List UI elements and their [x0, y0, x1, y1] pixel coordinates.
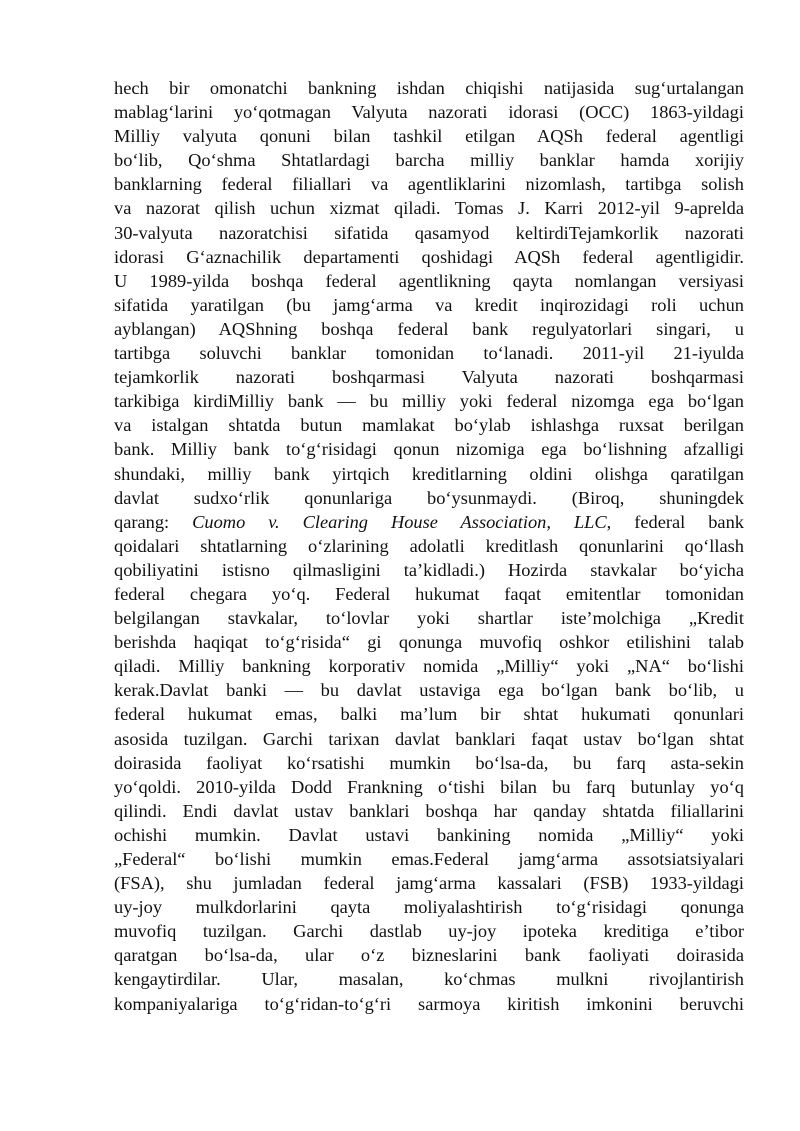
text-line: idorasi G‘aznachilik departamenti qoshidagi AQSh federal agentligidir. [114, 246, 744, 267]
text-line: va nazorat qilish uchun xizmat qiladi. Tomas J. Karri 2012-yil 9-aprelda [114, 198, 744, 219]
text-line: Milliy valyuta qonuni bilan tashkil etilgan AQSh federal agentligi [114, 126, 744, 147]
text-line: bank. Milliy bank to‘g‘risidagi qonun nizomiga ega bo‘lishning afzalligi [114, 439, 744, 460]
text-fragment: , federal bank [606, 511, 744, 532]
text-line: belgilangan stavkalar, to‘lovlar yoki shartlar iste’molchiga „Kredit [114, 608, 744, 629]
text-line: kerak.Davlat banki — bu davlat ustaviga ega bo‘lgan bank bo‘lib, u [114, 680, 744, 701]
text-line: sifatida yaratilgan (bu jamg‘arma va kredit inqirozidagi roli uchun [114, 294, 744, 315]
text-line: U 1989-yilda boshqa federal agentlikning qayta nomlangan versiyasi [114, 270, 744, 291]
text-line: kengaytirdilar. Ular, masalan, ko‘chmas mulkni rivojlantirish [114, 969, 744, 990]
text-line: federal hukumat emas, balki ma’lum bir shtat hukumati qonunlari [114, 704, 744, 725]
text-line: muvofiq tuzilgan. Garchi dastlab uy-joy ipoteka kreditiga e’tibor [114, 921, 744, 942]
text-line: qoidalari shtatlarning o‘zlarining adolatli kreditlash qonunlarini qo‘llash [114, 535, 744, 556]
text-line: hech bir omonatchi bankning ishdan chiqishi natijasida sug‘urtalangan [114, 78, 744, 98]
text-line: banklarning federal filiallari va agentliklarini nizomlash, tartibga solish [114, 174, 744, 195]
text-line: tejamkorlik nazorati boshqarmasi Valyuta nazorati boshqarmasi [114, 367, 744, 388]
text-line: uy-joy mulkdorlarini qayta moliyalashtirish to‘g‘risidagi qonunga [114, 897, 744, 918]
text-line: davlat sudxo‘rlik qonunlariga bo‘ysunmaydi. (Biroq, shuningdek [114, 487, 744, 508]
text-line: mablag‘larini yo‘qotmagan Valyuta nazorati idorasi (OCC) 1863-yildagi [114, 102, 744, 123]
text-line: tartibga soluvchi banklar tomonidan to‘lanadi. 2011-yil 21-iyulda [114, 343, 744, 364]
text-fragment: qarang: [114, 511, 193, 532]
text-line: kompaniyalariga to‘g‘ridan-to‘g‘ri sarmoya kiritish imkonini beruvchi [114, 993, 744, 1014]
text-line: shundaki, milliy bank yirtqich kreditlarning oldini olishga qaratilgan [114, 463, 744, 484]
text-line: qobiliyatini istisno qilmasligini ta’kidladi.) Hozirda stavkalar bo‘yicha [114, 559, 744, 580]
text-line: bo‘lib, Qo‘shma Shtatlardagi barcha milliy banklar hamda xorijiy [114, 150, 744, 171]
text-line: doirasida faoliyat ko‘rsatishi mumkin bo‘lsa-da, bu farq asta-sekin [114, 752, 744, 773]
text-line: ochishi mumkin. Davlat ustavi bankining nomida „Milliy“ yoki [114, 824, 744, 845]
document-body [114, 76, 744, 1016]
text-line-with-citation [114, 510, 744, 534]
text-line: yo‘qoldi. 2010-yilda Dodd Frankning o‘tishi bilan bu farq butunlay yo‘q [114, 776, 744, 797]
text-line: ayblangan) AQShning boshqa federal bank regulyatorlari singari, u [114, 318, 744, 339]
text-line: qaratgan bo‘lsa-da, ular o‘z bizneslarini bank faoliyati doirasida [114, 945, 744, 966]
text-line: va istalgan shtatda butun mamlakat bo‘ylab ishlashga ruxsat berilgan [114, 415, 744, 436]
text-line: tarkibiga kirdiMilliy bank — bu milliy yoki federal nizomga ega bo‘lgan [114, 391, 744, 412]
text-line: (FSA), shu jumladan federal jamg‘arma kassalari (FSB) 1933-yildagi [114, 873, 744, 894]
text-line: qiladi. Milliy bankning korporativ nomida „Milliy“ yoki „NA“ bo‘lishi [114, 656, 744, 677]
text-line: „Federal“ bo‘lishi mumkin emas.Federal jamg‘arma assotsiatsiyalari [114, 849, 744, 869]
text-line: 30-valyuta nazoratchisi sifatida qasamyod keltirdiTejamkorlik nazorati [114, 222, 744, 243]
text-line: asosida tuzilgan. Garchi tarixan davlat banklari faqat ustav bo‘lgan shtat [114, 728, 744, 749]
case-citation: Cuomo v. Clearing House Association, LLC [192, 511, 607, 532]
text-line: berishda haqiqat to‘g‘risida“ gi qonunga muvofiq oshkor etilishini talab [114, 632, 744, 653]
text-line: qilindi. Endi davlat ustav banklari boshqa har qanday shtatda filiallarini [114, 800, 744, 821]
text-line: federal chegara yo‘q. Federal hukumat faqat emitentlar tomonidan [114, 583, 744, 604]
